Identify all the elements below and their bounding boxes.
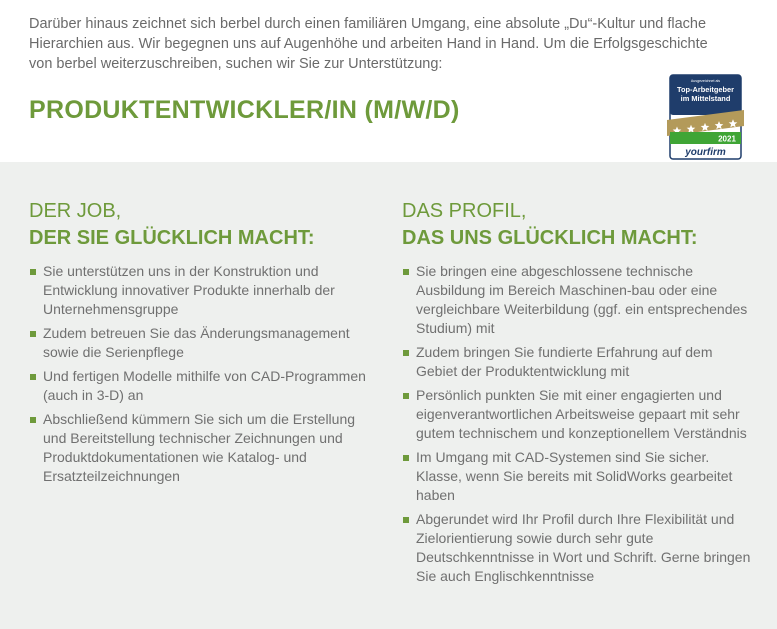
square-bullet-icon [403,455,409,461]
badge-line2: im Mittelstand [680,94,731,103]
square-bullet-icon [403,350,409,356]
list-item [29,410,374,486]
square-bullet-icon [30,374,36,380]
intro-text: Darüber hinaus zeichnet sich berbel durch einen familiären Umgang, eine absolute „Du“-Kultur und flache Hierarchien aus. Wir begegnen uns auf Augenhöhe und arbeiten Hand in Hand. Um die Erfolgsgeschichte von berbel weiterzuschreiben, suchen wir Sie zur Unterstützung: [29,16,708,72]
profile-list [402,262,752,586]
list-item-text: Im Umgang mit CAD-Systemen sind Sie sicher. Klasse, wenn Sie bereits mit SolidWorks gearbeitet haben [416,449,733,503]
list-item [29,367,374,405]
job-list [29,262,374,486]
list-item [402,386,752,443]
details-panel [0,162,777,629]
list-item-text: Und fertigen Modelle mithilfe von CAD-Programmen (auch in 3-D) an [43,368,366,403]
badge-small-text: Ausgezeichnet als [690,79,721,83]
list-item-text: Sie unterstützen uns in der Konstruktion und Entwicklung innovativer Produkte innerhalb der Unternehmensgruppe [43,263,335,317]
list-item [402,262,752,338]
badge-line1: Top-Arbeitgeber [677,85,734,94]
profile-heading-light: DAS PROFIL, [402,200,527,222]
list-item-text: Zudem betreuen Sie das Änderungsmanagement sowie die Serienpflege [43,325,350,360]
square-bullet-icon [30,331,36,337]
list-item [402,343,752,381]
profile-section [402,198,752,591]
list-item-text: Abgerundet wird Ihr Profil durch Ihre Flexibilität und Zielorientierung sowie durch sehr gute Deutschkenntnisse in Wort und Schrift. Gerne bringen Sie auch Englischkenntnisse [416,511,751,584]
job-section [29,198,374,491]
intro-section [0,0,777,162]
job-heading-light: DER JOB, [29,200,122,222]
top-employer-badge [667,74,744,160]
list-item [402,510,752,586]
list-item [29,324,374,362]
job-heading-bold: DER SIE GLÜCKLICH MACHT: [29,227,315,249]
list-item-text: Zudem bringen Sie fundierte Erfahrung auf dem Gebiet der Produktentwicklung mit [416,344,713,379]
square-bullet-icon [403,393,409,399]
list-item [402,448,752,505]
list-item-text: Sie bringen eine abgeschlossene technische Ausbildung im Bereich Maschinen-bau oder eine vergleichbare Weiterbildung (ggf. ein entsprechendes Studium) mit [416,263,748,336]
job-title: PRODUKTENTWICKLER/IN (M/W/D) [29,96,460,124]
badge-brand: yourfirm [685,147,726,158]
square-bullet-icon [30,269,36,275]
badge-year: 2021 [718,134,736,144]
list-item-text: Abschließend kümmern Sie sich um die Erstellung und Bereitstellung technischer Zeichnungen und Produktdokumentationen wie Katalog- und Ersatzteilzeichnungen [43,411,356,484]
list-item [29,262,374,319]
list-item-text: Persönlich punkten Sie mit einer engagierten und eigenverantwortlichen Arbeitsweise gepaart mit sehr gutem technischem und konzeptionellem Verständnis [416,387,747,441]
profile-heading-bold: DAS UNS GLÜCKLICH MACHT: [402,227,698,249]
square-bullet-icon [403,269,409,275]
square-bullet-icon [403,517,409,523]
square-bullet-icon [30,417,36,423]
